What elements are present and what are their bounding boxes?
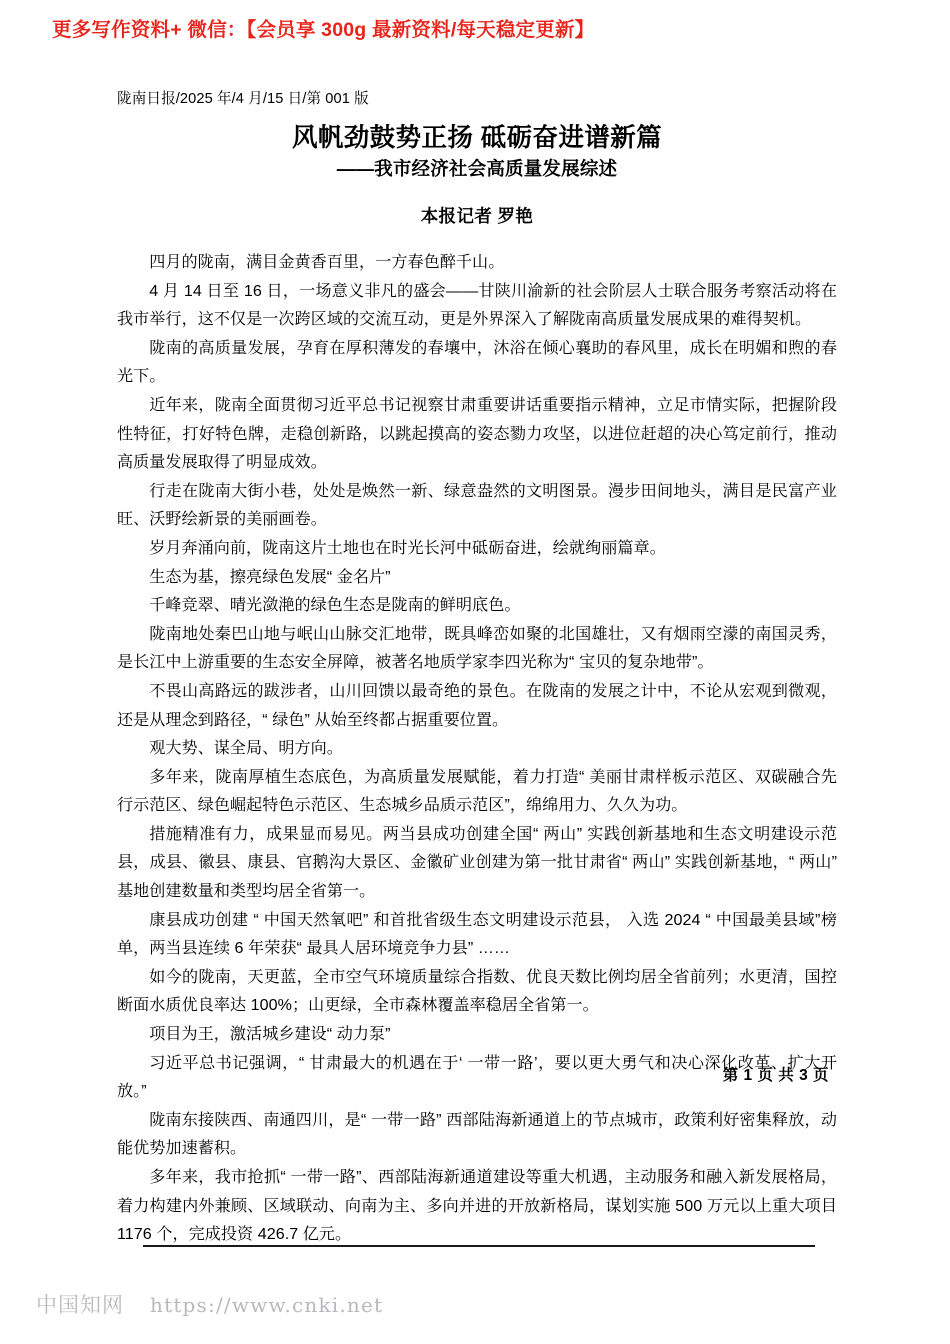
- body-paragraph: 不畏山高路远的跋涉者，山川回馈以最奇绝的景色。在陇南的发展之计中，不论从宏观到微观，还是从理念到路径，“ 绿色” 从始至终都占据重要位置。: [117, 681, 837, 729]
- cnki-watermark: [36, 1289, 383, 1319]
- body-paragraph: 陇南东接陕西、南通四川，是“ 一带一路” 西部陆海新通道上的节点城市，政策利好密集释放，动能优势加速蓄积。: [117, 1110, 837, 1158]
- body-paragraph: 康县成功创建 “ 中国天然氧吧” 和首批省级生态文明建设示范县， 入选 2024 “ 中国最美县域”榜单，两当县连续 6 年荣获“ 最具人居环境竞争力县” ……: [117, 910, 837, 958]
- promo-banner: 更多写作资料+ 微信：【会员享 300g 最新资料/每天稳定更新】: [52, 19, 595, 41]
- body-paragraph: 近年来，陇南全面贯彻习近平总书记视察甘肃重要讲话重要指示精神，立足市情实际，把握阶段性特征，打好特色牌，走稳创新路，以跳起摸高的姿态勠力攻坚，以进位赶超的决心笃定前行，推动高质量发展取得了明显成效。: [117, 395, 837, 472]
- body-paragraph: 多年来，我市抢抓“ 一带一路”、西部陆海新通道建设等重大机遇，主动服务和融入新发展格局，着力构建内外兼顾、区域联动、向南为主、多向并进的开放新格局，谋划实施 500 万元以上重大项目 1176 个，完成投资 426.7 亿元。: [117, 1168, 837, 1244]
- body-paragraph: 行走在陇南大街小巷，处处是焕然一新、绿意盎然的文明图景。漫步田间地头，满目是民富产业旺、沃野绘新景的美丽画卷。: [117, 481, 837, 529]
- body-paragraph: 习近平总书记强调，“ 甘肃最大的机遇在于‘ 一带一路’，要以更大勇气和决心深化改革、扩大开放。”: [117, 1053, 837, 1101]
- article-source-line: 陇南日报/2025 年/4 月/15 日/第 001 版: [117, 91, 369, 107]
- body-paragraph: 四月的陇南，满目金黄香百里，一方春色醉千山。: [149, 253, 505, 271]
- article-subtitle: ——我市经济社会高质量发展综述: [336, 158, 618, 179]
- body-paragraph: 生态为基，擦亮绿色发展“ 金名片”: [149, 567, 391, 586]
- footer-divider: [143, 1245, 815, 1247]
- body-paragraph: 4 月 14 日至 16 日，一场意义非凡的盛会——甘陕川渝新的社会阶层人士联合服务考察活动将在我市举行，这不仅是一次跨区域的交流互动，更是外界深入了解陇南高质量发展成果的难得契机。: [117, 281, 837, 329]
- body-paragraph: 多年来，陇南厚植生态底色，为高质量发展赋能，着力打造“ 美丽甘肃样板示范区、双碳融合先行示范区、绿色崛起特色示范区、生态城乡品质示范区”，绵绵用力、久久为功。: [117, 767, 837, 815]
- cnki-watermark-name: 中国知网: [36, 1293, 124, 1317]
- article-body: [117, 248, 837, 1249]
- page-number-footer: 第 1 页 共 3 页: [722, 1067, 829, 1084]
- body-paragraph: 陇南的高质量发展，孕育在厚积薄发的春壤中，沐浴在倾心襄助的春风里，成长在明媚和煦的春光下。: [117, 338, 837, 386]
- body-paragraph: 项目为王，激活城乡建设“ 动力泵”: [149, 1025, 391, 1044]
- body-paragraph: 措施精准有力，成果显而易见。两当县成功创建全国“ 两山” 实践创新基地和生态文明建设示范县，成县、徽县、康县、官鹅沟大景区、金徽矿业创建为第一批甘肃省“ 两山” 实践创新基地，“ 两山” 基地创建数量和类型均居全省第一。: [117, 824, 837, 901]
- body-paragraph: 如今的陇南，天更蓝，全市空气环境质量综合指数、优良天数比例均居全省前列；水更清，国控断面水质优良率达 100%；山更绿，全市森林覆盖率稳居全省第一。: [117, 967, 837, 1015]
- body-paragraph: 观大势、谋全局、明方向。: [149, 739, 343, 758]
- body-paragraph: 岁月奔涌向前，陇南这片土地也在时光长河中砥砺奋进，绘就绚丽篇章。: [149, 538, 666, 557]
- page-title: 风帆劲鼓势正扬 砥砺奋进谱新篇: [291, 124, 663, 152]
- body-paragraph: 千峰竞翠、晴光潋滟的绿色生态是陇南的鲜明底色。: [149, 596, 521, 615]
- body-paragraph: 陇南地处秦巴山地与岷山山脉交汇地带，既具峰峦如聚的北国雄壮，又有烟雨空濛的南国灵秀，是长江中上游重要的生态安全屏障，被著名地质学家李四光称为“ 宝贝的复杂地带”。: [117, 624, 837, 672]
- article-byline: 本报记者 罗艳: [420, 206, 534, 226]
- cnki-watermark-url: https://www.cnki.net: [150, 1293, 384, 1317]
